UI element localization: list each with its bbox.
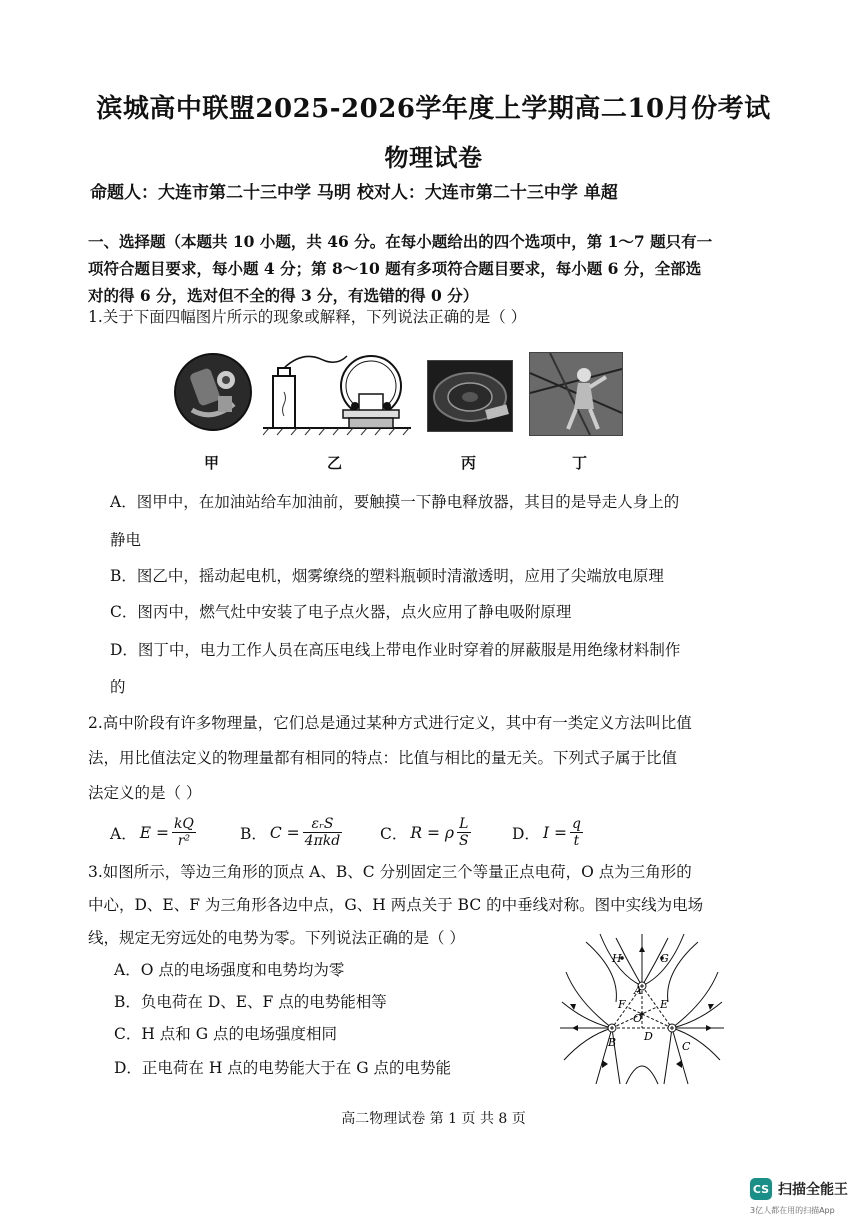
q2-option-label: A． xyxy=(110,824,137,843)
q3-option-c: C．H 点和 G 点的电场强度相同 xyxy=(114,1025,338,1043)
q1-option-d-cont: 的 xyxy=(110,678,126,696)
instruction-line: 项符合题目要求，每小题 4 分；第 8～10 题有多项符合题目要求，每小题 6 分，全部选 xyxy=(88,259,702,278)
svg-text:E: E xyxy=(660,998,669,1011)
q3-option-a: A．O 点的电场强度和电势均为零 xyxy=(114,961,345,979)
q3-line: 3.如图所示，等边三角形的顶点 A、B、C 分别固定三个等量正点电荷，O 点为三角形的 xyxy=(88,863,692,881)
q2-b-fraction: $\frac{\text{εᵣS}}{\text{4πkd}}$ xyxy=(304,816,341,849)
q1-option-d: D．图丁中，电力工作人员在高压电线上带电作业时穿着的屏蔽服是用绝缘材料制作 xyxy=(110,641,681,659)
svg-text:O: O xyxy=(633,1012,643,1025)
figure-ding xyxy=(529,352,623,436)
scanner-tagline: 3亿人都在用的扫描App xyxy=(750,1206,835,1215)
author-line: 命题人：大连市第二十三中学 马明 校对人：大连市第二十三中学 单超 xyxy=(90,183,618,203)
instruction-line: 对的得 6 分，选对但不全的得 3 分，有选错的得 0 分） xyxy=(88,286,479,305)
question-1-stem: 1.关于下面四幅图片所示的现象或解释，下列说法正确的是（ ） xyxy=(88,308,527,326)
q2-option-d xyxy=(512,816,583,849)
caption-bing: 丙 xyxy=(461,454,477,472)
caption-yi: 乙 xyxy=(327,454,343,472)
question-2-stem xyxy=(88,706,692,811)
q3-line: 线，规定无穷远处的电势为零。下列说法正确的是（ ） xyxy=(88,929,465,947)
q3-option-d: D．正电荷在 H 点的电势能大于在 G 点的电势能 xyxy=(114,1059,452,1077)
q2-option-c xyxy=(380,816,471,849)
caption-ding: 丁 xyxy=(572,454,588,472)
q2-option-label: D． xyxy=(512,824,540,843)
svg-text:F: F xyxy=(618,998,626,1011)
q2-line: 法，用比值法定义的物理量都有相同的特点：比值与相比的量无关。下列式子属于比值 xyxy=(88,749,678,767)
q1-option-a-cont: 静电 xyxy=(110,531,142,549)
svg-text:G: G xyxy=(660,952,669,965)
exam-subtitle: 物理试卷 xyxy=(384,143,483,172)
q3-line: 中心，D、E、F 为三角形各边中点，G、H 两点关于 BC 的中垂线对称。图中实线为电场 xyxy=(88,896,704,914)
q2-a-lhs: E = xyxy=(139,823,169,842)
q2-line: 2.高中阶段有许多物理量，它们总是通过某种方式进行定义，其中有一类定义方法叫比值 xyxy=(88,714,692,732)
instruction-line: 一、选择题（本题共 10 小题，共 46 分。在每小题给出的四个选项中，第 1～7 题只有一 xyxy=(88,232,713,251)
figure-yi xyxy=(263,346,411,436)
q1-option-b: B．图乙中，摇动起电机，烟雾缭绕的塑料瓶顿时清澈透明，应用了尖端放电原理 xyxy=(110,567,664,585)
q2-option-label: B． xyxy=(240,824,267,843)
svg-text:B: B xyxy=(608,1036,617,1049)
q2-c-fraction: $\frac{L}{S}$ xyxy=(459,816,469,849)
field-line-diagram xyxy=(556,932,728,1086)
q2-option-b xyxy=(240,816,342,849)
q2-c-lhs: R = ρ xyxy=(410,823,454,842)
q2-a-fraction: $\frac{kQ}{\text{r²}}$ xyxy=(173,816,194,849)
exam-title: 滨城高中联盟2025-2026学年度上学期高二10月份考试 xyxy=(96,94,771,124)
q2-d-fraction: $\frac{q}{t}$ xyxy=(571,816,581,849)
svg-text:C: C xyxy=(682,1040,691,1053)
q2-option-label: C． xyxy=(380,824,408,843)
figure-jia xyxy=(172,352,254,432)
scanner-watermark xyxy=(750,1178,848,1200)
q1-option-a: A．图甲中，在加油站给车加油前，要触摸一下静电释放器，其目的是导走人身上的 xyxy=(110,493,680,511)
svg-text:H: H xyxy=(612,952,622,965)
q3-option-b: B．负电荷在 D、E、F 点的电势能相等 xyxy=(114,993,387,1011)
caption-jia: 甲 xyxy=(204,454,220,472)
cs-logo-icon: CS xyxy=(750,1178,772,1200)
page-footer: 高二物理试卷 第 1 页 共 8 页 xyxy=(341,1111,526,1127)
q2-d-lhs: I = xyxy=(542,823,567,842)
q2-option-a xyxy=(110,816,196,849)
svg-text:A: A xyxy=(634,984,642,997)
section-instructions xyxy=(88,228,712,309)
figure-bing xyxy=(427,360,513,432)
q1-option-c: C．图丙中，燃气灶中安装了电子点火器，点火应用了静电吸附原理 xyxy=(110,603,572,621)
q2-line: 法定义的是（ ） xyxy=(88,784,202,802)
scanner-app-name: 扫描全能王 xyxy=(778,1182,848,1198)
svg-text:D: D xyxy=(644,1030,653,1043)
q2-b-lhs: C = xyxy=(269,823,300,842)
